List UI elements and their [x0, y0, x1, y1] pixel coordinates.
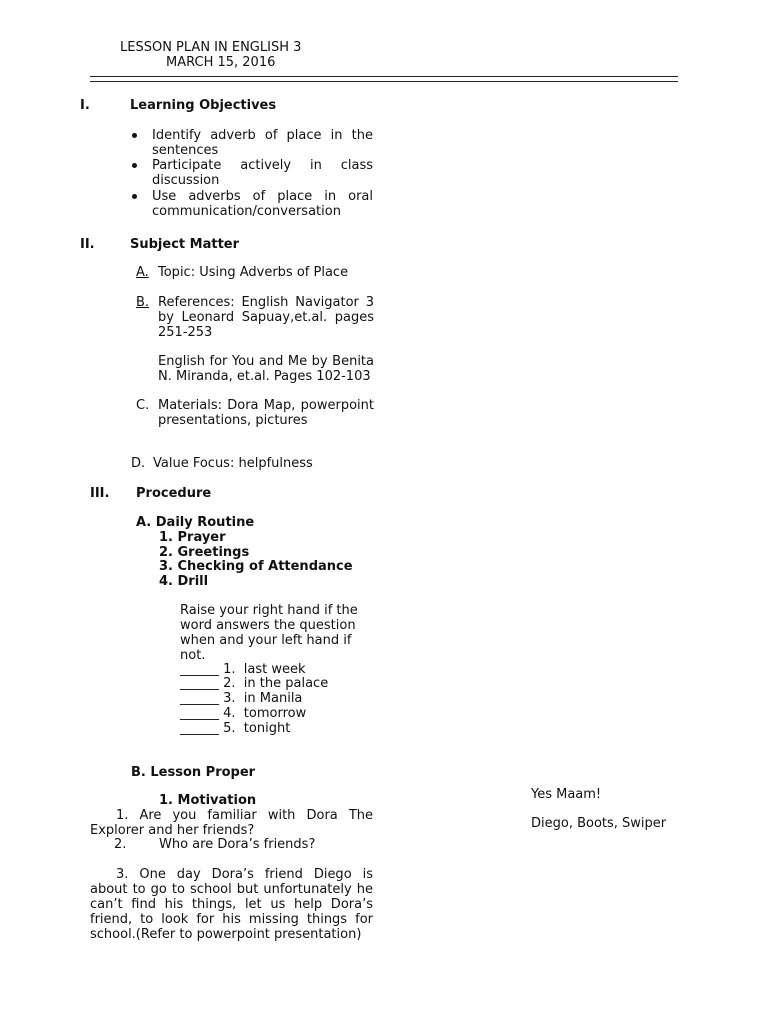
- subject-materials: Materials: Dora Map, powerpoint presentations, pictures: [158, 398, 374, 428]
- subject-value-focus: Value Focus: helpfulness: [153, 456, 313, 471]
- section-numeral-3: III.: [90, 486, 110, 501]
- motivation-question-3: 3. One day Dora’s friend Diego is about to go to school but unfortunately he can’t find his things, let us help Dora’s friend, to look for his missing things for school.(Refer to powerpoint presentation): [90, 867, 373, 942]
- section-numeral-1: I.: [80, 98, 90, 113]
- subject-letter-c: C.: [136, 398, 150, 413]
- drill-item-3: ______ 3. in Manila: [180, 691, 303, 706]
- drill-item-5: ______ 5. tonight: [180, 721, 291, 736]
- drill-item-4: ______ 4. tomorrow: [180, 706, 307, 721]
- section-heading-objectives: Learning Objectives: [130, 98, 277, 113]
- subject-references-2: English for You and Me by Benita N. Miranda, et.al. Pages 102-103: [158, 354, 374, 384]
- objective-item-1: Identify adverb of place in the sentences: [152, 128, 373, 158]
- routine-item-2: 2. Greetings: [159, 545, 250, 560]
- routine-item-1: 1. Prayer: [159, 530, 226, 545]
- lesson-proper-heading: B. Lesson Proper: [131, 765, 256, 780]
- section-numeral-2: II.: [80, 237, 95, 252]
- pupil-answer-2: Diego, Boots, Swiper: [531, 816, 667, 831]
- document-date: MARCH 15, 2016: [166, 55, 276, 70]
- objective-item-3: Use adverbs of place in oral communication/conversation: [152, 189, 373, 219]
- section-heading-procedure: Procedure: [136, 486, 212, 501]
- objective-item-2: Participate actively in class discussion: [152, 158, 373, 188]
- subject-letter-a: A.: [136, 265, 149, 280]
- motivation-question-1: 1. Are you familiar with Dora The Explorer and her friends?: [90, 808, 373, 838]
- drill-item-1: ______ 1. last week: [180, 662, 306, 677]
- motivation-question-2-number: 2.: [114, 837, 127, 852]
- routine-item-3: 3. Checking of Attendance: [159, 559, 353, 574]
- section-heading-subject: Subject Matter: [130, 237, 240, 252]
- subject-topic: Topic: Using Adverbs of Place: [158, 265, 349, 280]
- routine-item-4: 4. Drill: [159, 574, 209, 589]
- document-title: LESSON PLAN IN ENGLISH 3: [120, 40, 302, 55]
- header-rule-bottom: [90, 81, 678, 82]
- motivation-heading: 1. Motivation: [159, 793, 257, 808]
- daily-routine-heading: A. Daily Routine: [136, 515, 255, 530]
- subject-letter-d: D.: [131, 456, 146, 471]
- drill-instruction: Raise your right hand if the word answers the question when and your left hand if not.: [180, 603, 358, 663]
- subject-references: References: English Navigator 3 by Leonard Sapuay,et.al. pages 251-253: [158, 295, 374, 340]
- motivation-question-2: Who are Dora’s friends?: [159, 837, 316, 852]
- pupil-answer-1: Yes Maam!: [531, 787, 602, 802]
- subject-letter-b: B.: [136, 295, 150, 310]
- drill-item-2: ______ 2. in the palace: [180, 676, 329, 691]
- header-rule-top: [90, 76, 678, 77]
